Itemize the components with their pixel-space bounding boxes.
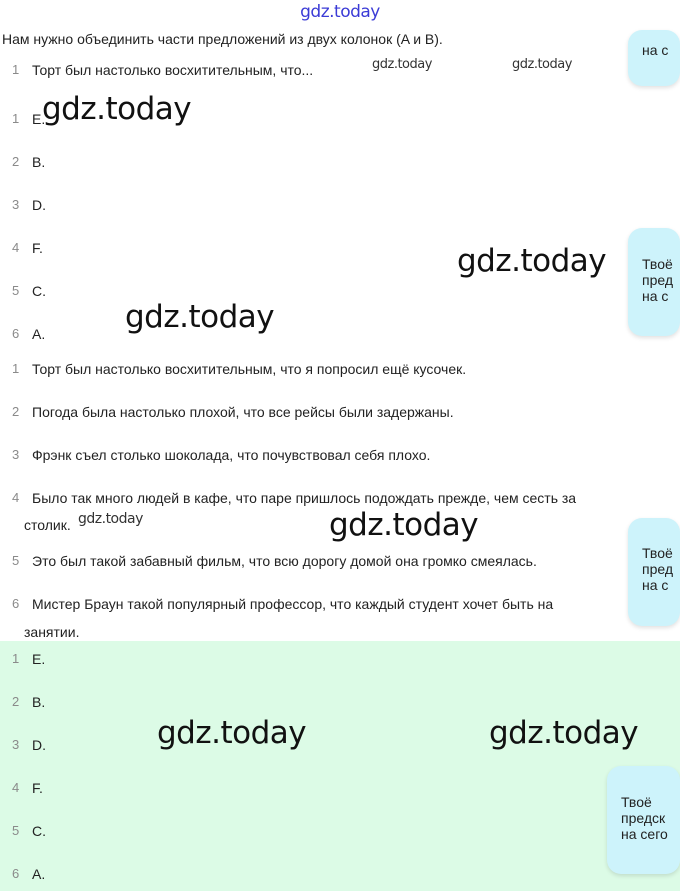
row-number: 5 (12, 823, 20, 838)
answer-letter: B. (32, 694, 46, 710)
answer-panel (0, 641, 680, 891)
watermark: gdz.today (372, 57, 432, 72)
sentence-text: Это был такой забавный фильм, что всю дорогу домой она громко смеялась. (32, 553, 537, 569)
sentence-text: Мистер Браун такой популярный профессор, что каждый студент хочет быть на (32, 596, 554, 612)
row-number: 3 (12, 197, 20, 212)
bubble-text: Твоё (642, 256, 673, 272)
answer-letter: A. (32, 866, 46, 882)
answer-letter: F. (32, 240, 43, 256)
row-number: 4 (12, 490, 20, 505)
bubble-text: на с (642, 577, 669, 593)
watermark: gdz.today (512, 57, 572, 72)
sentence-text: Погода была настолько плохой, что все рейсы были задержаны. (32, 404, 454, 420)
answer-letter: F. (32, 780, 43, 796)
row-number: 2 (12, 694, 20, 709)
row-number: 4 (12, 240, 20, 255)
row-number: 6 (12, 866, 20, 881)
row-number: 4 (12, 780, 20, 795)
row-number: 2 (12, 404, 20, 419)
bubble-text: пред (642, 272, 674, 288)
example-text: Торт был настолько восхитительным, что... (32, 62, 314, 78)
answer-letter: D. (32, 197, 46, 213)
row-number: 5 (12, 553, 20, 568)
watermark: gdz.today (457, 243, 607, 279)
sentence-text: Торт был настолько восхитительным, что я попросил ещё кусочек. (32, 361, 467, 377)
watermark: gdz.today (42, 91, 192, 127)
watermark: gdz.today (125, 299, 275, 335)
answer-letter: B. (32, 154, 46, 170)
answer-letter: E. (32, 651, 46, 667)
row-number: 5 (12, 283, 20, 298)
task-instruction: Нам нужно объединить части предложений из двух колонок (A и B). (2, 31, 443, 47)
sentence-continuation: занятии. (24, 624, 80, 640)
answer-letter: A. (32, 326, 46, 342)
row-number: 1 (12, 62, 20, 77)
sentence-continuation: столик. (24, 517, 71, 533)
row-number: 1 (12, 651, 20, 666)
row-number: 6 (12, 326, 20, 341)
bubble-text: пред (642, 561, 674, 577)
row-number: 3 (12, 447, 20, 462)
promo-bubble[interactable] (628, 228, 680, 336)
promo-bubble[interactable] (607, 766, 680, 874)
watermark: gdz.today (157, 715, 307, 751)
header-watermark: gdz.today (300, 2, 380, 22)
row-number: 1 (12, 361, 20, 376)
watermark: gdz.today (78, 511, 143, 527)
bubble-text: Твоё (621, 794, 652, 810)
sentence-text: Фрэнк съел столько шоколада, что почувствовал себя плохо. (32, 447, 431, 463)
row-number: 3 (12, 737, 20, 752)
promo-bubble[interactable] (628, 30, 680, 86)
row-number: 6 (12, 596, 20, 611)
answer-letter: E. (32, 111, 46, 127)
row-number: 2 (12, 154, 20, 169)
row-number: 1 (12, 111, 20, 126)
bubble-text: предск (621, 810, 666, 826)
answer-letter: C. (32, 283, 46, 299)
watermark: gdz.today (329, 507, 479, 543)
watermark: gdz.today (489, 715, 639, 751)
answer-letter: C. (32, 823, 46, 839)
answer-letter: D. (32, 737, 46, 753)
bubble-text: на сего (621, 826, 668, 842)
sentence-text: Было так много людей в кафе, что паре пришлось подождать прежде, чем сесть за (32, 490, 577, 506)
promo-bubble[interactable] (628, 518, 680, 626)
bubble-text: Твоё (642, 545, 673, 561)
bubble-text: на с (642, 288, 669, 304)
bubble-text: на с (642, 42, 669, 58)
